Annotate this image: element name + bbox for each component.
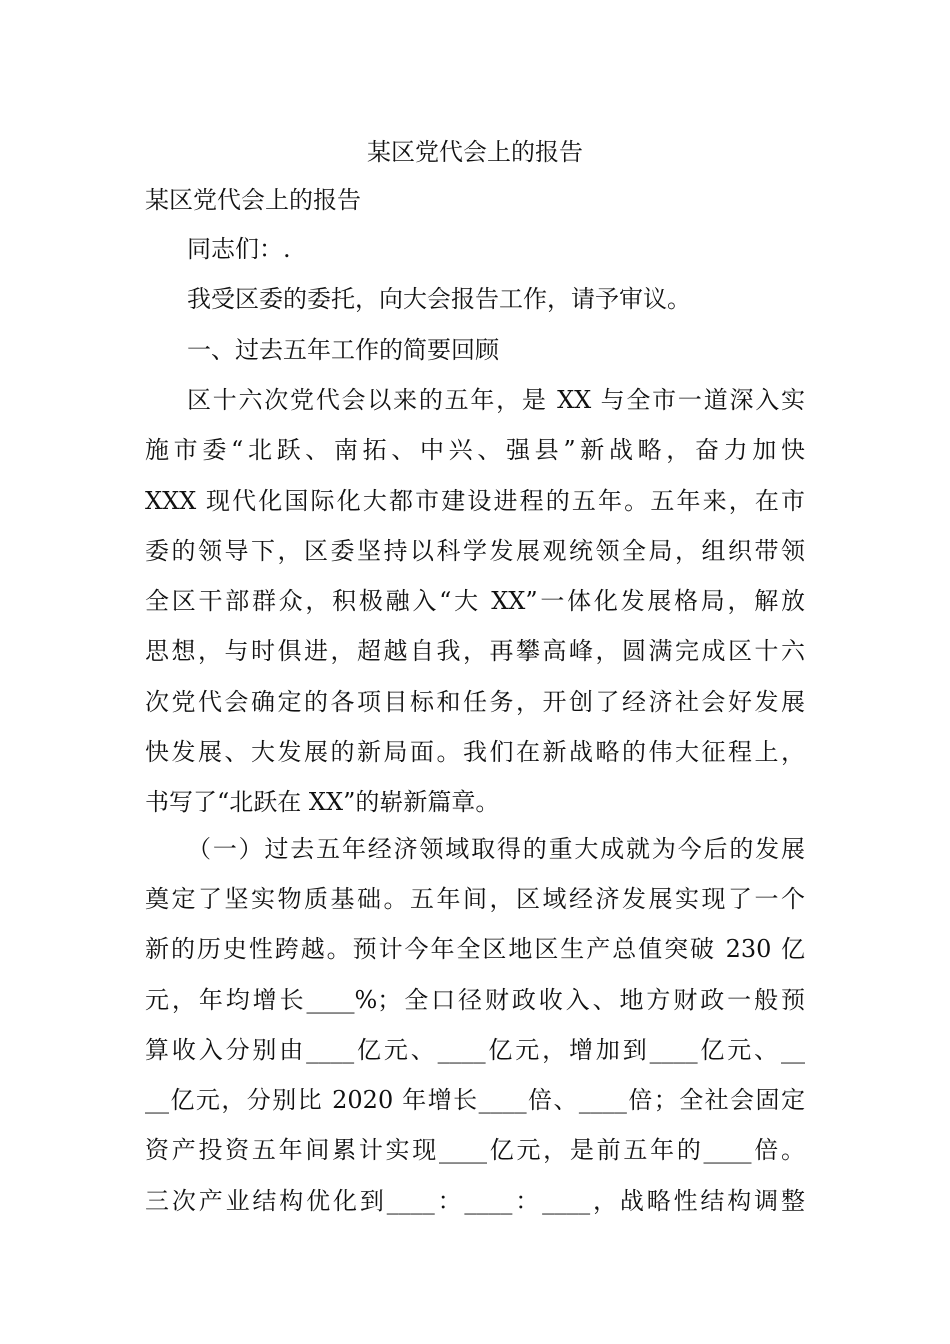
paragraph2-line: 算收入分别由____亿元、____亿元，增加到____亿元、__ (145, 1036, 805, 1064)
salutation: 同志们：. (187, 235, 291, 263)
document-title: 某区党代会上的报告 (367, 138, 583, 166)
paragraph1-line: 思想，与时俱进，超越自我，再攀高峰，圆满完成区十六 (145, 637, 805, 665)
paragraph1-line: 书写了“北跃在 XX”的崭新篇章。 (145, 788, 500, 816)
paragraph1-line: 委的领导下，区委坚持以科学发展观统领全局，组织带领 (145, 537, 805, 565)
paragraph1-line: 次党代会确定的各项目标和任务，开创了经济社会好发展 (145, 688, 805, 716)
paragraph2-line: 元，年均增长____%；全口径财政收入、地方财政一般预 (145, 986, 805, 1014)
paragraph2-line: （一）过去五年经济领域取得的重大成就为今后的发展 (187, 835, 805, 863)
document-subtitle: 某区党代会上的报告 (145, 186, 361, 214)
paragraph1-line: 区十六次党代会以来的五年，是 XX 与全市一道深入实 (187, 386, 805, 414)
section-heading: 一、过去五年工作的简要回顾 (187, 336, 499, 364)
paragraph1-line: 快发展、大发展的新局面。我们在新战略的伟大征程上， (145, 738, 805, 766)
paragraph2-line: __亿元，分别比 2020 年增长____倍、____倍；全社会固定 (145, 1086, 805, 1114)
paragraph1-line: 施市委“北跃、南拓、中兴、强县”新战略，奋力加快 (145, 436, 805, 464)
paragraph2-line: 奠定了坚实物质基础。五年间，区域经济发展实现了一个 (145, 885, 805, 913)
paragraph2-line: 资产投资五年间累计实现____亿元，是前五年的____倍。 (145, 1136, 805, 1164)
paragraph2-line: 新的历史性跨越。预计今年全区地区生产总值突破 230 亿 (145, 935, 805, 963)
paragraph1-line: 全区干部群众，积极融入“大 XX”一体化发展格局，解放 (145, 587, 805, 615)
paragraph2-line: 三次产业结构优化到____：____：____，战略性结构调整 (145, 1187, 805, 1215)
intro-line: 我受区委的委托，向大会报告工作，请予审议。 (187, 285, 691, 313)
paragraph1-line: XXX 现代化国际化大都市建设进程的五年。五年来，在市 (145, 487, 805, 515)
